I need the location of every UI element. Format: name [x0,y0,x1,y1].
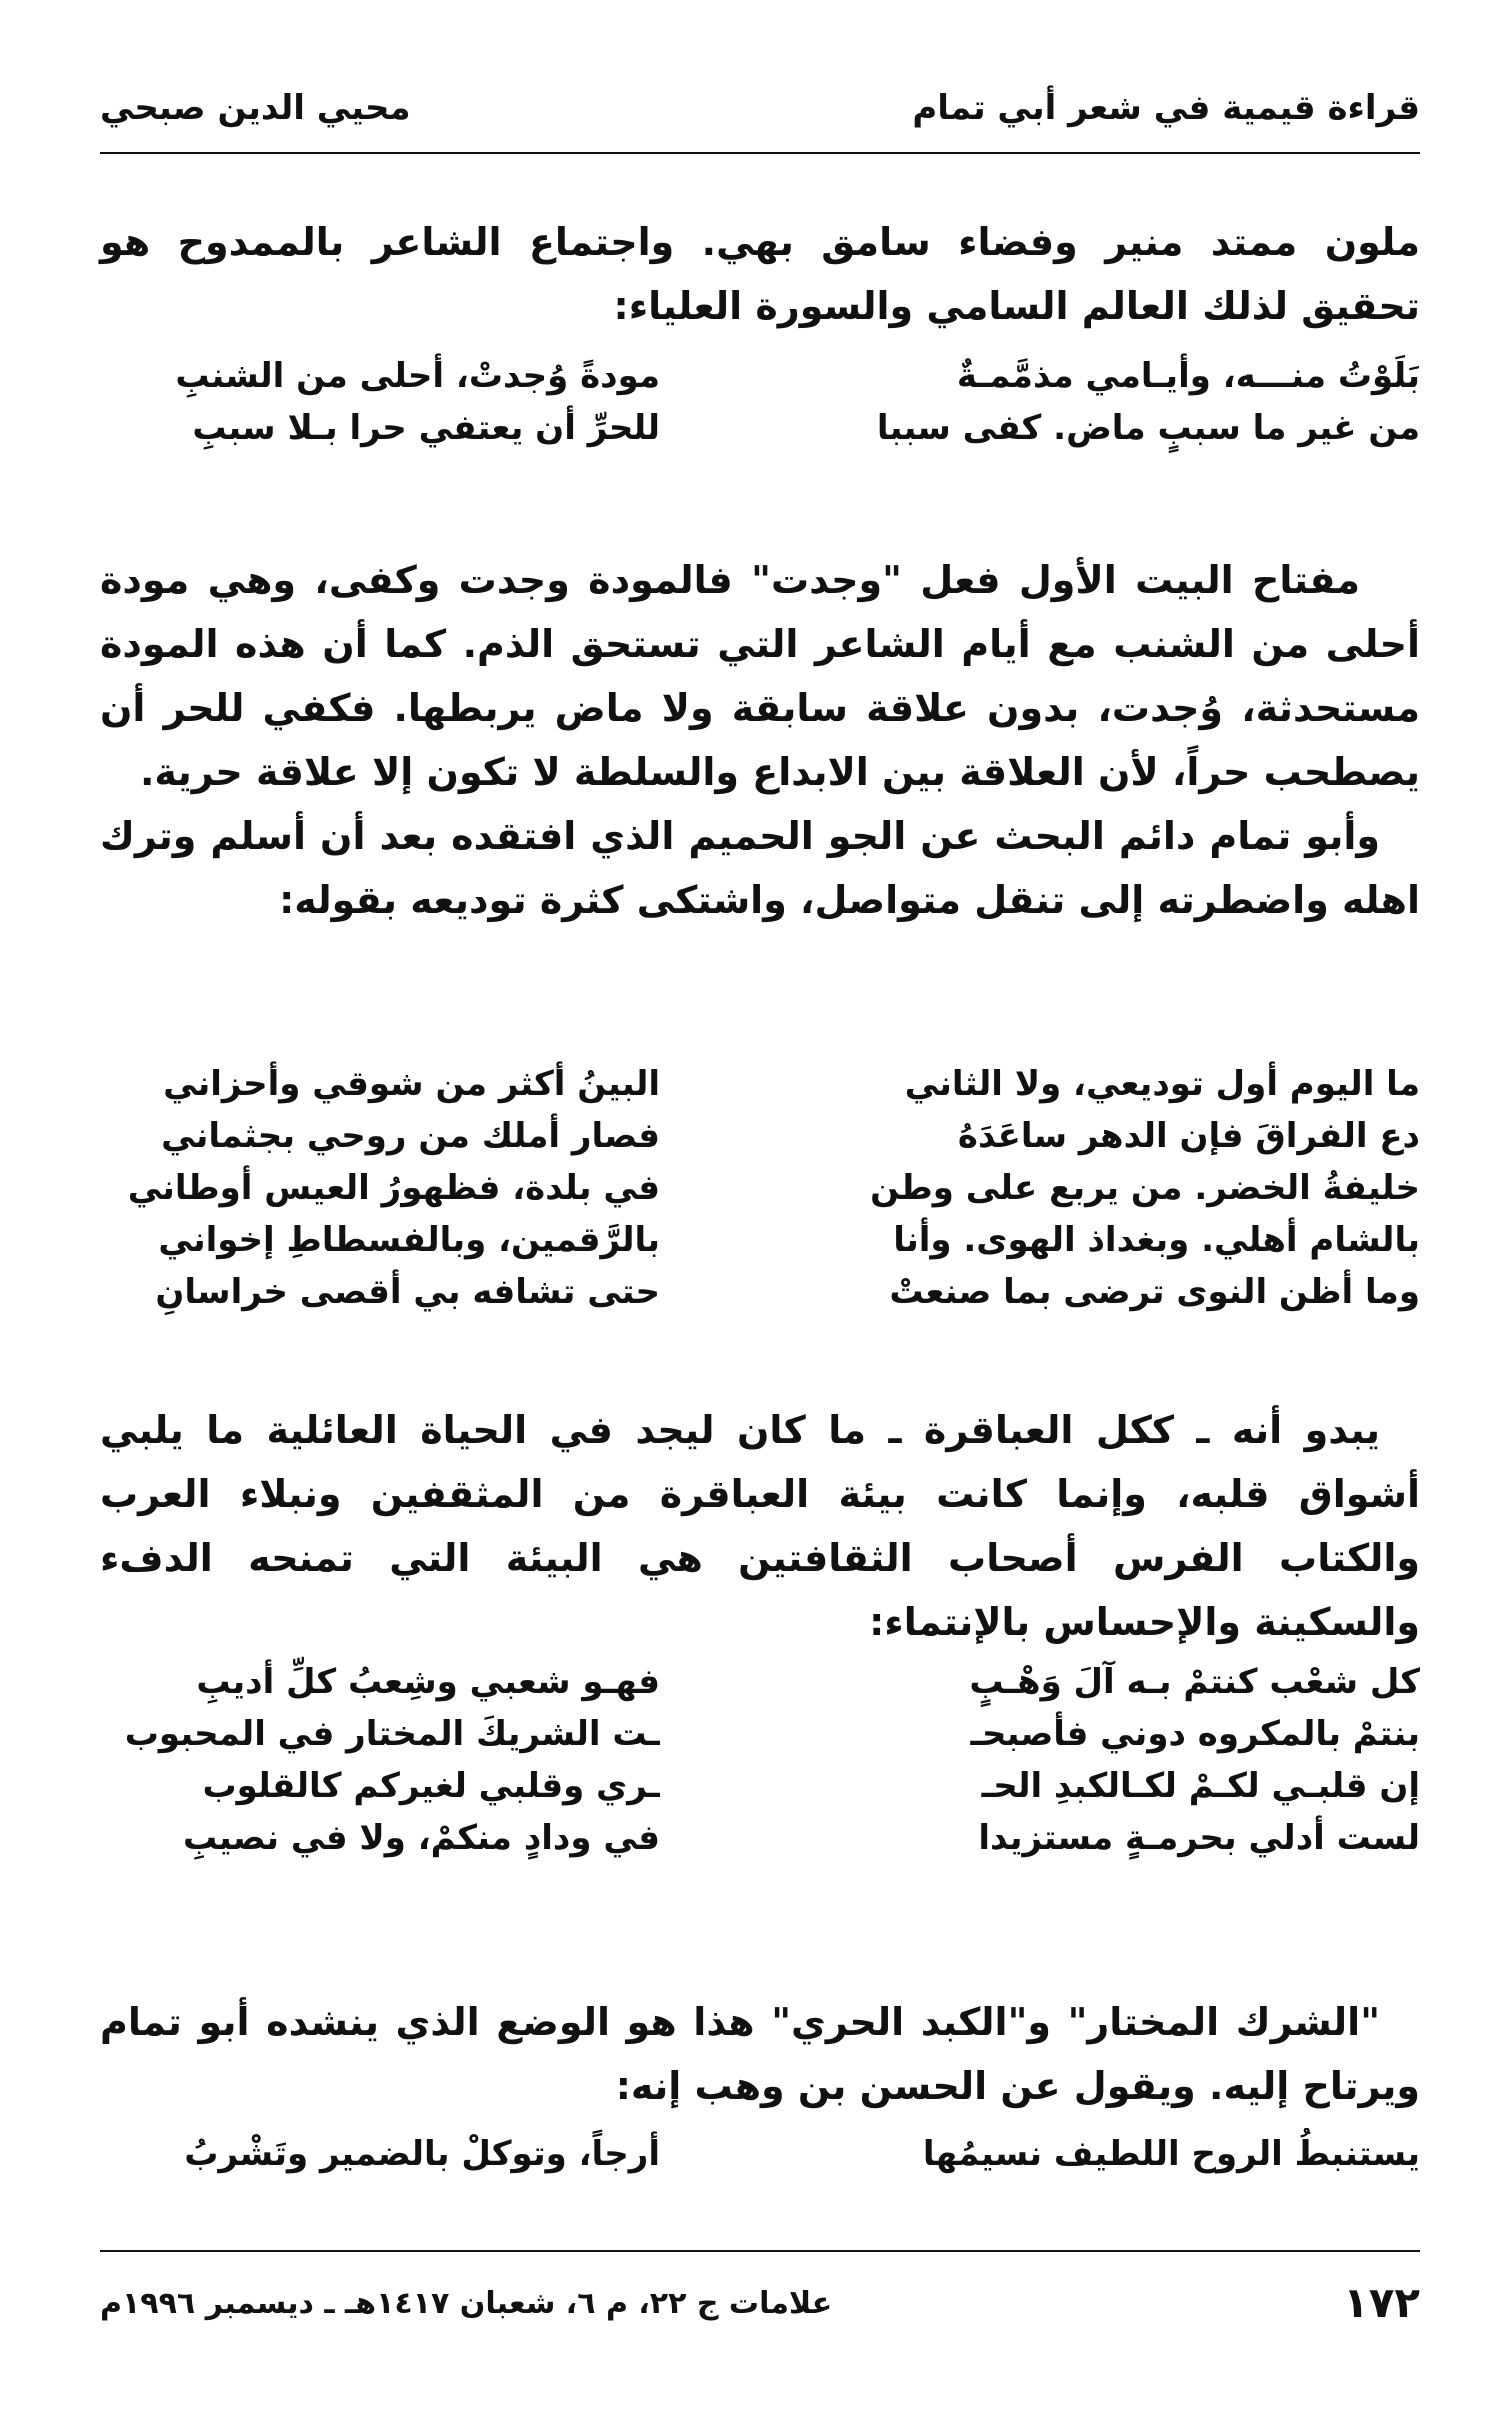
verse-second-hemistich: في بلدة، فظهورُ العيس أوطاني [127,1168,660,1208]
verse-second-hemistich: في ودادٍ منكمْ، ولا في نصيبِ [182,1818,660,1858]
author-name: محيي الدين صبحي [100,88,411,128]
paragraph-3: وأبو تمام دائم البحث عن الجو الحميم الذي افتقده بعد أن أسلم وترك اهله واضطرته إلى تنقل متواصل، واشتكى كثرة توديعه بقوله: [100,814,1420,922]
verse-second-hemistich: ـري وقلبي لغيركم كالقلوب [202,1766,660,1806]
article-title: قراءة قيمية في شعر أبي تمام [912,88,1420,128]
verse-second-hemistich: ـت الشريكَ المختار في المحبوب [124,1714,660,1754]
verse-first-hemistich: يستنبطُ الروح اللطيف نسيمُها [922,2134,1420,2174]
paragraph-2: مفتاح البيت الأول فعل "وجدت" فالمودة وجدت وكفى، وهي مودة أحلى من الشنب مع أيام الشاعر التي تستحق الذم. كما أن هذه المودة مستحدثة، وُجدت، بدون علاقة سابقة ولا ماض يربطها. فكفي للحر أن يصطحب حراً، لأن العلاقة بين الابداع والسلطة لا تكون إلا علاقة حرية. [100,558,1420,794]
verse-first-hemistich: بَلَوْتُ منـــه، وأيـامي مذمَّمـةٌ [956,356,1420,396]
verse-first-hemistich: من غير ما سببٍ ماض. كفى سببا [876,408,1420,448]
verse-second-hemistich: للحرِّ أن يعتفي حرا بـلا سببِ [192,408,660,448]
page-number: ١٧٢ [1343,2278,1420,2327]
verse-second-hemistich: البينُ أكثر من شوقي وأحزاني [163,1064,660,1104]
verse-first-hemistich: لست أدلي بحرمـةٍ مستزيدا [978,1818,1420,1858]
verse-second-hemistich: فهـو شعبي وشِعبُ كلِّ أديبِ [196,1662,660,1702]
running-header [100,88,1420,144]
verse-first-hemistich: بنتمْ بالمكروه دوني فأصبحـ [970,1714,1420,1754]
verse [100,1214,1420,1266]
verse [100,2128,1420,2180]
verse-second-hemistich: مودةً وُجدتْ، أحلى من الشنبِ [175,356,660,396]
verse-first-hemistich: ما اليوم أول توديعي، ولا الثاني [904,1064,1420,1104]
footer-rule [100,2250,1420,2252]
verse-first-hemistich: إن قلبـي لكـمْ لكـالكبدِ الحـ [981,1766,1420,1806]
verse [100,350,1420,402]
verse [100,1162,1420,1214]
page-footer [100,2278,1420,2338]
paragraph-1: ملون ممتد منير وفضاء سامق بهي. واجتماع الشاعر بالممدوح هو تحقيق لذلك العالم السامي والسورة العلياء: [100,220,1420,328]
verse [100,1708,1420,1760]
verse-second-hemistich: أرجاً، وتوكلْ بالضمير وتَشْربُ [184,2134,660,2174]
verse [100,1812,1420,1864]
poem-3 [100,1656,1420,1864]
verse [100,1760,1420,1812]
verse [100,1058,1420,1110]
verse-second-hemistich: بالرَّقمين، وبالفسطاطِ إخواني [158,1220,660,1260]
journal-citation: علامات ج ٢٢، م ٦، شعبان ١٤١٧هـ ـ ديسمبر ١٩٩٦م [100,2286,833,2321]
document-page [100,60,1420,2380]
verse-second-hemistich: حتى تشافه بي أقصى خراسانِ [155,1272,660,1312]
header-rule [100,152,1420,154]
verse-first-hemistich: كل شعْب كنتمْ بـه آلَ وَهْـبٍ [969,1662,1420,1702]
verse-first-hemistich: وما أظن النوى ترضى بما صنعتْ [889,1272,1420,1312]
verse [100,402,1420,454]
poem-1 [100,350,1420,454]
poem-4 [100,2128,1420,2180]
verse [100,1266,1420,1318]
verse-first-hemistich: بالشام أهلي. وبغداذ الهوى. وأنا [893,1220,1420,1260]
verse-first-hemistich: خليفةُ الخضر. من يربع على وطن [870,1168,1420,1208]
poem-2 [100,1058,1420,1318]
verse [100,1656,1420,1708]
paragraph-5: "الشرك المختار" و"الكبد الحري" هذا هو الوضع الذي ينشده أبو تمام ويرتاح إليه. ويقول عن الحسن بن وهب إنه: [100,2000,1420,2108]
verse-second-hemistich: فصار أملك من روحي بجثماني [161,1116,660,1156]
verse [100,1110,1420,1162]
verse-first-hemistich: دع الفراقَ فإن الدهر ساعَدَهُ [957,1116,1420,1156]
paragraph-4: يبدو أنه ـ ككل العباقرة ـ ما كان ليجد في الحياة العائلية ما يلبي أشواق قلبه، وإنما كانت بيئة العباقرة من المثقفين ونبلاء العرب والكتاب الفرس أصحاب الثقافتين هي البيئة التي تمنحه الدفء والسكينة والإحساس بالإنتماء: [100,1408,1420,1644]
